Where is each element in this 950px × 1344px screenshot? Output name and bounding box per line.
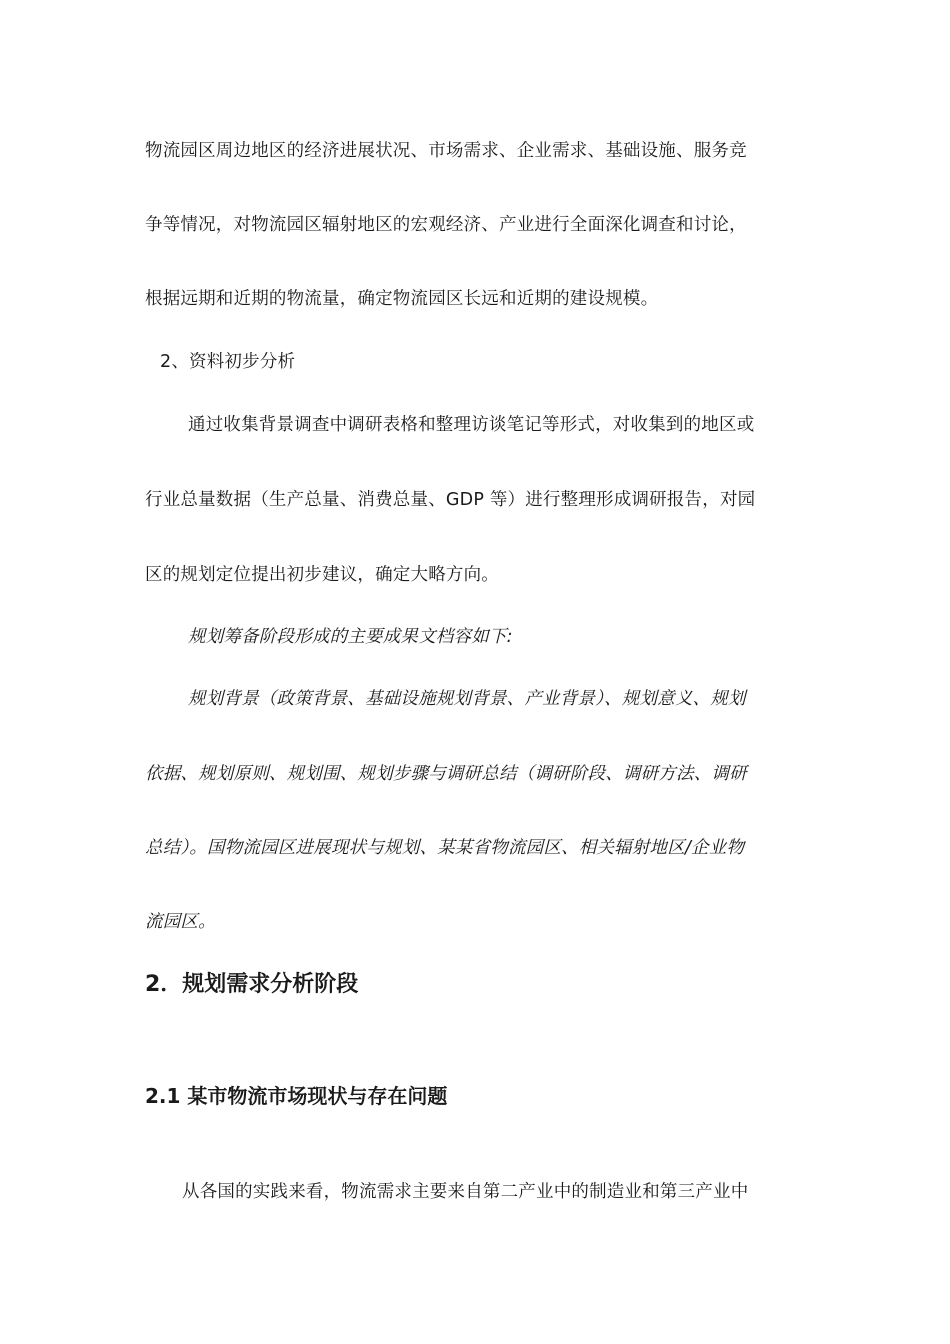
paragraph-line: 通过收集背景调查中调研表格和整理访谈笔记等形式，对收集到的地区或	[188, 415, 755, 435]
italic-intro: 规划筹备阶段形成的主要成果文档容如下:	[188, 627, 513, 647]
paragraph-line: 物流园区周边地区的经济进展状况、市场需求、企业需求、基础设施、服务竞	[145, 141, 747, 161]
section-heading: 2．规划需求分析阶段	[145, 972, 359, 997]
italic-paragraph-line: 依据、规划原则、规划围、规划步骤与调研总结（调研阶段、调研方法、调研	[145, 764, 747, 784]
subheading: 2、资料初步分析	[160, 352, 296, 372]
paragraph-line: 从各国的实践来看，物流需求主要来自第二产业中的制造业和第三产业中	[182, 1182, 749, 1202]
subsection-heading: 2.1 某市物流市场现状与存在问题	[145, 1084, 448, 1108]
paragraph-line: 争等情况，对物流园区辐射地区的宏观经济、产业进行全面深化调查和讨论，	[145, 215, 747, 235]
paragraph-line: 行业总量数据（生产总量、消费总量、GDP 等）进行整理形成调研报告，对园	[145, 490, 756, 510]
italic-paragraph-line: 流园区。	[145, 912, 216, 932]
italic-paragraph-line: 规划背景（政策背景、基础设施规划背景、产业背景）、规划意义、规划	[188, 689, 746, 709]
paragraph-line: 根据远期和近期的物流量，确定物流园区长远和近期的建设规模。	[145, 289, 659, 309]
paragraph-line: 区的规划定位提出初步建议，确定大略方向。	[145, 565, 499, 585]
italic-paragraph-line: 总结）。国物流园区进展现状与规划、某某省物流园区、相关辐射地区/企业物	[145, 838, 745, 858]
